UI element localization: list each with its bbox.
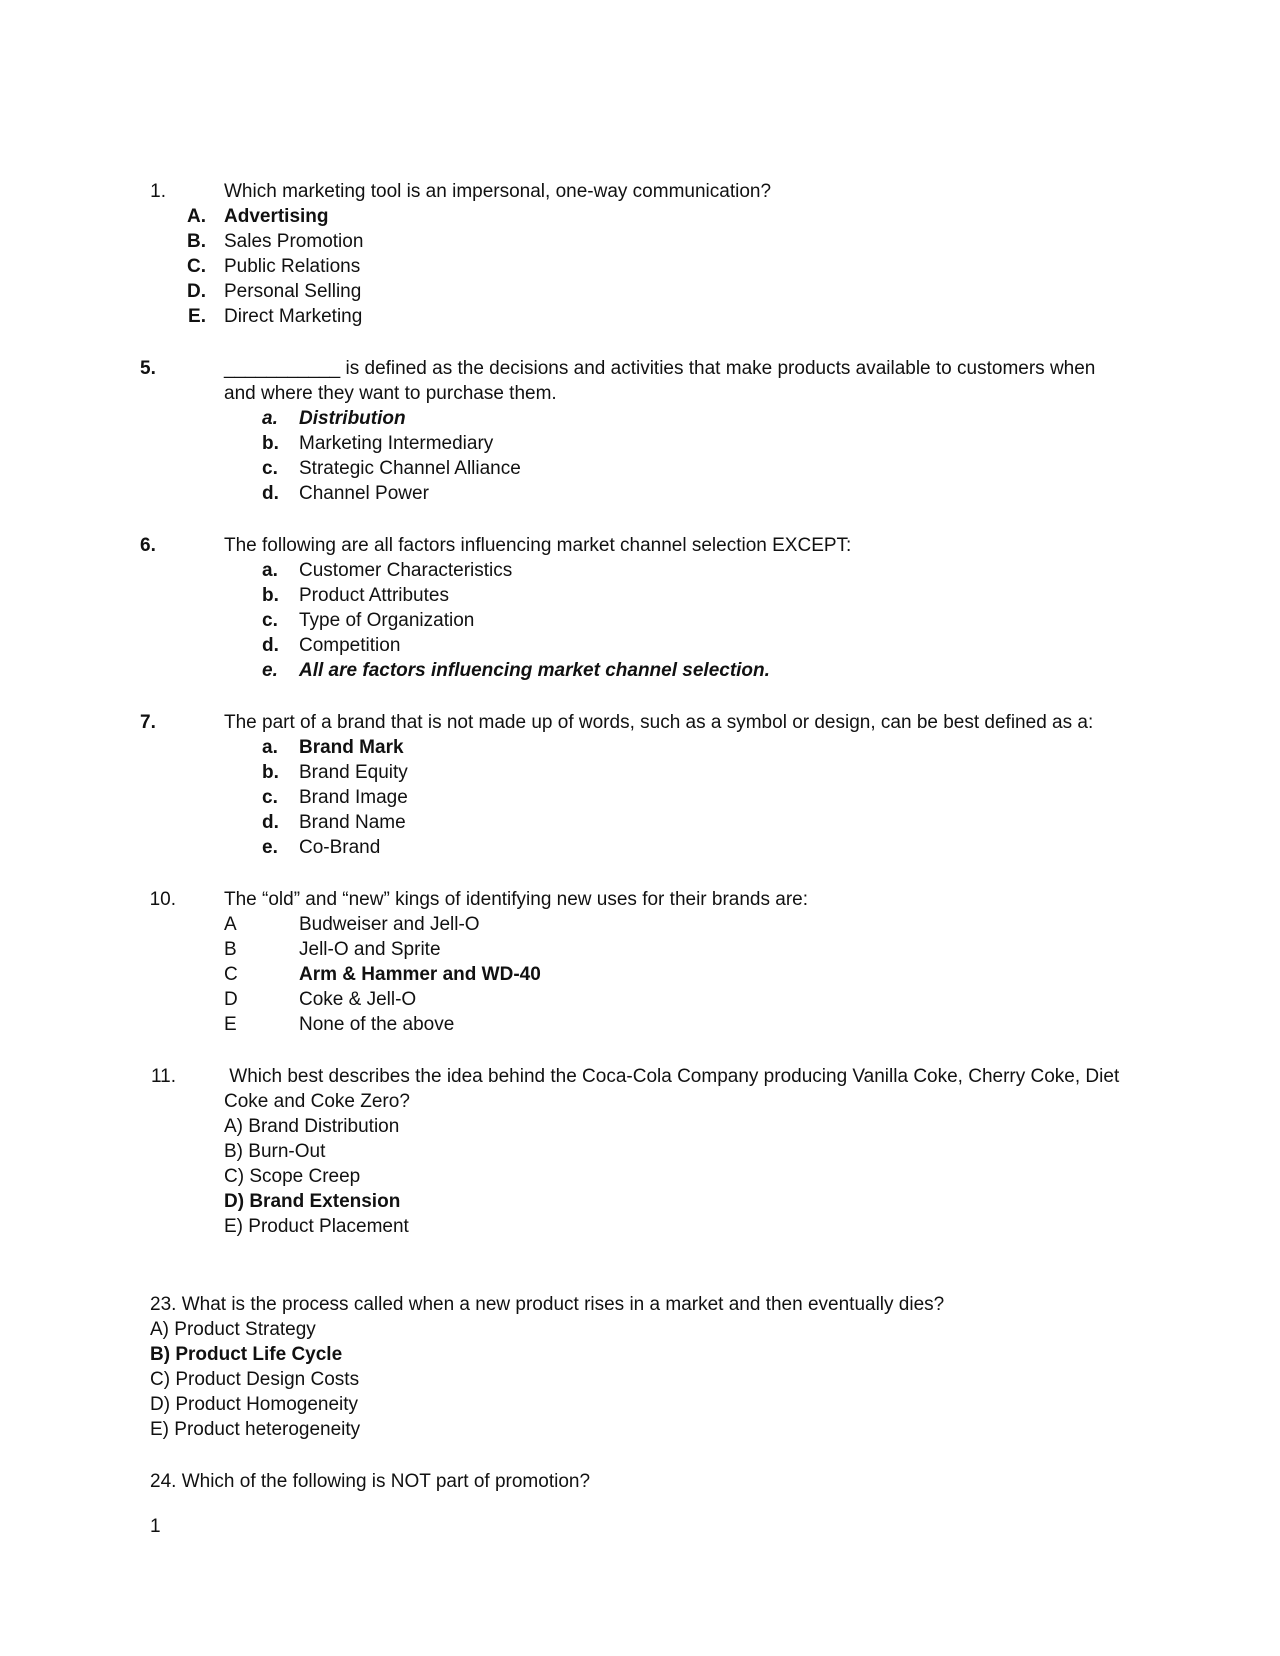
q7-option-d: Brand Name (299, 812, 406, 833)
q10-option-a: Budweiser and Jell-O (299, 914, 480, 935)
q5-option-a-letter: a. (262, 408, 278, 429)
q6-option-c-letter: c. (262, 610, 278, 631)
question-5-number: 5. (140, 358, 156, 379)
q7-option-a-answer: Brand Mark (299, 737, 404, 758)
q11-option-a: A) Brand Distribution (224, 1116, 400, 1137)
q10-option-a-letter: A (224, 914, 237, 935)
q11-option-e: E) Product Placement (224, 1216, 409, 1237)
q5-option-b-letter: b. (262, 433, 279, 454)
q5-option-c: Strategic Channel Alliance (299, 458, 521, 479)
question-1-text: Which marketing tool is an impersonal, one-way communication? (224, 181, 772, 202)
q11-option-c: C) Scope Creep (224, 1166, 361, 1187)
q6-option-a-letter: a. (262, 560, 278, 581)
question-23-text: 23. What is the process called when a new product rises in a market and then eventually dies? (150, 1294, 945, 1315)
q10-option-c-answer: Arm & Hammer and WD-40 (299, 964, 541, 985)
q7-option-c-letter: c. (262, 787, 278, 808)
question-6-number: 6. (140, 535, 156, 556)
q6-option-a: Customer Characteristics (299, 560, 513, 581)
q1-option-b-letter: B. (187, 231, 206, 252)
q10-option-d-letter: D (224, 989, 238, 1010)
q5-option-d: Channel Power (299, 483, 429, 504)
q23-option-e: E) Product heterogeneity (150, 1419, 361, 1440)
q10-option-e-letter: E (224, 1014, 237, 1035)
q6-option-d-letter: d. (262, 635, 279, 656)
q6-option-e-letter: e. (262, 660, 278, 681)
question-5-text-line-2: and where they want to purchase them. (224, 383, 557, 404)
question-24-text: 24. Which of the following is NOT part of promotion? (150, 1471, 591, 1492)
q7-option-e-letter: e. (262, 837, 278, 858)
q1-option-b: Sales Promotion (224, 231, 364, 252)
q1-option-e-letter: E. (188, 306, 206, 327)
q10-option-b: Jell-O and Sprite (299, 939, 441, 960)
q6-option-e-answer: All are factors influencing market channel selection. (299, 660, 770, 681)
q7-option-d-letter: d. (262, 812, 279, 833)
q10-option-e: None of the above (299, 1014, 455, 1035)
q1-option-e: Direct Marketing (224, 306, 363, 327)
q1-option-a-answer: Advertising (224, 206, 329, 227)
question-11-text-line-2: Coke and Coke Zero? (224, 1091, 410, 1112)
question-11-text-line-1: Which best describes the idea behind the Coca-Cola Company producing Vanilla Coke, Cherry Coke, Diet (224, 1066, 1120, 1087)
q11-option-d-answer: D) Brand Extension (224, 1191, 401, 1212)
q1-option-a-letter: A. (187, 206, 206, 227)
q6-option-b: Product Attributes (299, 585, 449, 606)
q6-option-b-letter: b. (262, 585, 279, 606)
question-10-number: 10. (149, 889, 176, 910)
q6-option-d: Competition (299, 635, 401, 656)
question-7-number: 7. (140, 712, 156, 733)
question-5-text-line-1: ___________ is defined as the decisions and activities that make products available to customers when (224, 358, 1096, 379)
q1-option-d-letter: D. (187, 281, 206, 302)
q10-option-b-letter: B (224, 939, 237, 960)
question-6-text: The following are all factors influencing market channel selection EXCEPT: (224, 535, 852, 556)
q7-option-a-letter: a. (262, 737, 278, 758)
q11-option-b: B) Burn-Out (224, 1141, 326, 1162)
q7-option-e: Co-Brand (299, 837, 381, 858)
q6-option-c: Type of Organization (299, 610, 475, 631)
q1-option-c: Public Relations (224, 256, 361, 277)
q23-option-b-answer: B) Product Life Cycle (150, 1344, 343, 1365)
q5-option-c-letter: c. (262, 458, 278, 479)
q5-option-a-answer: Distribution (299, 408, 406, 429)
question-11-number: 11. (150, 1066, 176, 1087)
q23-option-c: C) Product Design Costs (150, 1369, 360, 1390)
q23-option-d: D) Product Homogeneity (150, 1394, 359, 1415)
q10-option-c-letter: C (224, 964, 238, 985)
q23-option-a: A) Product Strategy (150, 1319, 316, 1340)
q1-option-c-letter: C. (187, 256, 206, 277)
question-10-text: The “old” and “new” kings of identifying new uses for their brands are: (224, 889, 809, 910)
q5-option-b: Marketing Intermediary (299, 433, 494, 454)
page-number: 1 (150, 1516, 161, 1537)
question-7-text: The part of a brand that is not made up of words, such as a symbol or design, can be best defined as a: (224, 712, 1094, 733)
q5-option-d-letter: d. (262, 483, 279, 504)
q10-option-d: Coke & Jell-O (299, 989, 417, 1010)
q7-option-c: Brand Image (299, 787, 408, 808)
q1-option-d: Personal Selling (224, 281, 362, 302)
q7-option-b-letter: b. (262, 762, 279, 783)
question-1-number: 1. (150, 181, 166, 202)
q7-option-b: Brand Equity (299, 762, 408, 783)
